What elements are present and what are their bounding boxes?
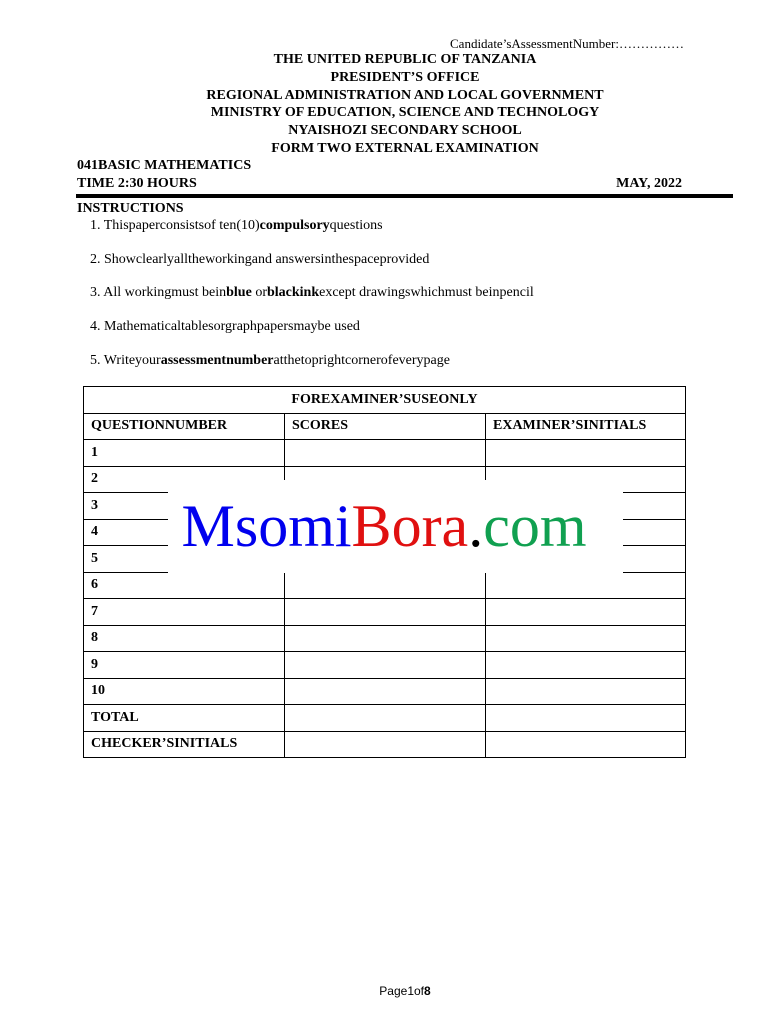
initials-cell[interactable] bbox=[486, 652, 686, 679]
score-cell[interactable] bbox=[285, 625, 486, 652]
table-row: 6 bbox=[84, 572, 686, 599]
time-label: TIME 2:30 HOURS bbox=[77, 176, 197, 191]
column-header: EXAMINER’SINITIALS bbox=[486, 413, 686, 440]
watermark-logo: MsomiBora.com bbox=[181, 493, 587, 559]
header-rule bbox=[76, 194, 733, 198]
initials-cell[interactable] bbox=[486, 625, 686, 652]
column-header: QUESTIONNUMBER bbox=[84, 413, 285, 440]
heading-exam: FORM TWO EXTERNAL EXAMINATION bbox=[271, 141, 539, 156]
page-footer: Page1of8 bbox=[379, 984, 431, 998]
table-title: FOREXAMINER’SUSEONLY bbox=[84, 387, 686, 414]
table-row: 10 bbox=[84, 678, 686, 705]
score-cell[interactable] bbox=[285, 652, 486, 679]
instruction-item: 1. Thispaperconsistsof ten(10)compulsoryquestions bbox=[90, 218, 383, 233]
table-row: 8 bbox=[84, 625, 686, 652]
heading-school: NYAISHOZI SECONDARY SCHOOL bbox=[288, 123, 522, 138]
initials-cell[interactable] bbox=[486, 678, 686, 705]
table-row: 4 bbox=[84, 519, 686, 546]
score-cell[interactable] bbox=[285, 705, 486, 732]
instruction-item: 2. Showclearlyalltheworkingand answersinthespaceprovided bbox=[90, 252, 430, 267]
score-cell[interactable] bbox=[285, 731, 486, 758]
initials-cell[interactable] bbox=[486, 731, 686, 758]
instruction-item: 5. Writeyourassessmentnumberatthetoprightcornerofeverypage bbox=[90, 353, 450, 368]
table-row: TOTAL bbox=[84, 705, 686, 732]
heading-office: PRESIDENT’S OFFICE bbox=[330, 70, 480, 85]
subject-label: 041BASIC MATHEMATICS bbox=[77, 158, 252, 173]
table-row: 7 bbox=[84, 599, 686, 626]
initials-cell[interactable] bbox=[486, 440, 686, 467]
candidate-number-line: Candidate’sAssessmentNumber:…………… bbox=[450, 36, 684, 51]
heading-ministry: MINISTRY OF EDUCATION, SCIENCE AND TECHNOLOGY bbox=[210, 105, 600, 120]
score-cell[interactable] bbox=[285, 678, 486, 705]
table-row: 9 bbox=[84, 652, 686, 679]
table-row: 1 bbox=[84, 440, 686, 467]
initials-cell[interactable] bbox=[486, 599, 686, 626]
score-cell[interactable] bbox=[285, 440, 486, 467]
initials-cell[interactable] bbox=[486, 705, 686, 732]
column-header: SCORES bbox=[285, 413, 486, 440]
table-row: 5 bbox=[84, 546, 686, 573]
exam-date: MAY, 2022 bbox=[616, 176, 682, 191]
heading-country: THE UNITED REPUBLIC OF TANZANIA bbox=[273, 52, 537, 67]
instruction-item: 3. All workingmust beinblue orblackinkexcept drawingswhichmust beinpencil bbox=[90, 285, 534, 300]
table-row: 3 bbox=[84, 493, 686, 520]
score-cell[interactable] bbox=[285, 599, 486, 626]
instructions-title: INSTRUCTIONS bbox=[77, 201, 184, 216]
initials-cell[interactable] bbox=[486, 572, 686, 599]
heading-regional: REGIONAL ADMINISTRATION AND LOCAL GOVERNMENT bbox=[206, 88, 604, 103]
table-row: CHECKER’SINITIALS bbox=[84, 731, 686, 758]
table-row: 2 bbox=[84, 466, 686, 493]
score-cell[interactable] bbox=[285, 572, 486, 599]
instruction-item: 4. Mathematicaltablesorgraphpapersmaybe used bbox=[90, 319, 360, 334]
